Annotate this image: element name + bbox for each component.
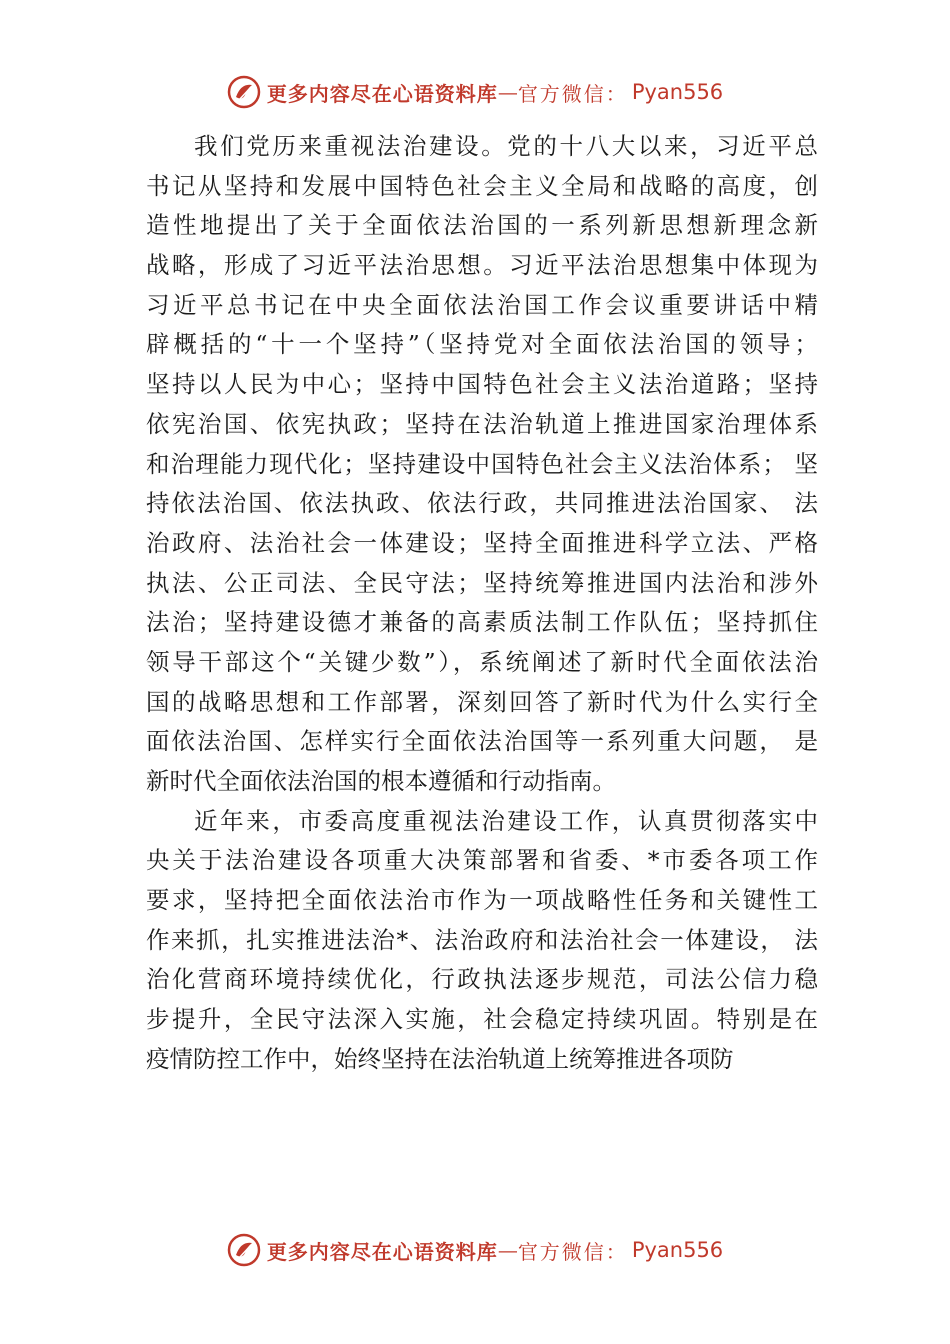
paragraph-line: 作来抓，扎实推进法治*、法治政府和法治社会一体建设， 法 <box>146 925 818 954</box>
paragraph-line: 治化营商环境持续优化，行政执法逐步规范，司法公信力稳 <box>146 965 818 994</box>
paragraph-line: 疫情防控工作中，始终坚持在法治轨道上统筹推进各项防 <box>146 1044 734 1073</box>
paragraph-line: 持依法治国、依法执政、依法行政，共同推进法治国家、 法 <box>146 489 818 518</box>
paragraph-line: 习近平总书记在中央全面依法治国工作会议重要讲话中精 <box>146 290 818 319</box>
paragraph-line: 战略，形成了习近平法治思想。习近平法治思想集中体现为 <box>146 251 818 280</box>
paragraph-line: 依宪治国、依宪执政；坚持在法治轨道上推进国家治理体系 <box>146 409 818 438</box>
banner-wechat-id: Pyan556 <box>631 1238 724 1262</box>
banner-wechat-id: Pyan556 <box>631 80 724 104</box>
paragraph-line: 要求，坚持把全面依法治市作为一项战略性任务和关键性工 <box>146 886 818 915</box>
paragraph-line: 面依法治国、怎样实行全面依法治国等一系列重大问题， 是 <box>146 727 818 756</box>
paragraph-line: 和治理能力现代化；坚持建设中国特色社会主义法治体系； 坚 <box>146 449 818 478</box>
paragraph-line: 书记从坚持和发展中国特色社会主义全局和战略的高度，创 <box>146 171 818 200</box>
paragraph-line: 我们党历来重视法治建设。党的十八大以来，习近平总 <box>194 132 818 160</box>
banner-separator: — <box>497 1238 518 1262</box>
banner-wechat-label: 官方微信： <box>517 1239 628 1264</box>
paragraph-line: 国的战略思想和工作部署，深刻回答了新时代为什么实行全 <box>146 687 818 716</box>
paragraph-line: 新时代全面依法治国的根本遵循和行动指南。 <box>146 767 616 795</box>
footer-banner <box>0 1230 950 1270</box>
logo-icon <box>227 1233 261 1267</box>
paragraph-line: 造性地提出了关于全面依法治国的一系列新思想新理念新 <box>146 211 818 240</box>
paragraph-line: 法治；坚持建设德才兼备的高素质法制工作队伍；坚持抓住 <box>146 608 818 637</box>
document-body <box>146 127 818 1080</box>
paragraph-line: 步提升，全民守法深入实施，社会稳定持续巩固。特别是在 <box>146 1005 818 1034</box>
paragraph-line: 治政府、法治社会一体建设；坚持全面推进科学立法、严格 <box>146 528 818 557</box>
paragraph-line: 辟概括的“十一个坚持”（坚持党对全面依法治国的领导； <box>146 330 818 359</box>
logo-icon <box>227 75 261 109</box>
banner-separator: — <box>497 80 518 104</box>
paragraph-line: 坚持以人民为中心；坚持中国特色社会主义法治道路；坚持 <box>146 370 818 399</box>
paragraph-line: 执法、公正司法、全民守法；坚持统筹推进国内法治和涉外 <box>146 568 818 597</box>
banner-brand: 更多内容尽在心语资料库 <box>266 81 498 106</box>
paragraph-line: 央关于法治建设各项重大决策部署和省委、*市委各项工作 <box>146 846 818 875</box>
paragraph-line: 领导干部这个“关键少数”），系统阐述了新时代全面依法治 <box>146 647 818 676</box>
header-banner <box>0 72 950 112</box>
paragraph-line: 近年来，市委高度重视法治建设工作，认真贯彻落实中 <box>194 806 818 835</box>
banner-brand: 更多内容尽在心语资料库 <box>266 1239 498 1264</box>
banner-wechat-label: 官方微信： <box>517 81 628 106</box>
